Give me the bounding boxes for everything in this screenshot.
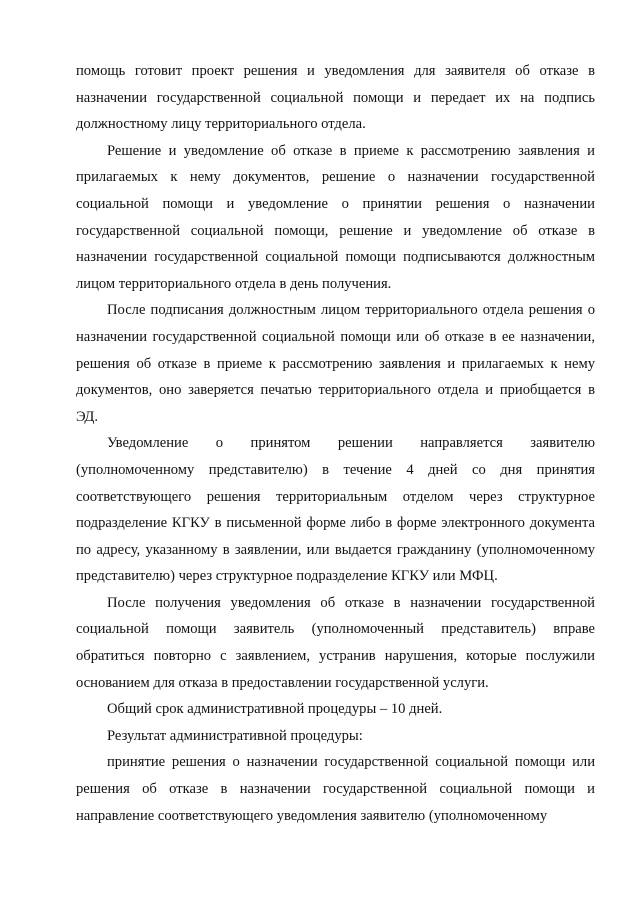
paragraph-6: Общий срок административной процедуры – 10 дней. <box>107 701 443 718</box>
document-body <box>76 58 595 829</box>
paragraph-7: Результат административной процедуры: <box>107 727 363 744</box>
paragraph-8: принятие решения о назначении государственной социальной помощи или решения об отказе в назначении государственной социальной помощи и направление соответствующего уведомления заявителю (уполномоченному <box>76 754 595 824</box>
paragraph-5: После получения уведомления об отказе в назначении государственной социальной помощи заявитель (уполномоченный представитель) вправе обратиться повторно с заявлением, устранив нарушения, которые послужили основанием для отказа в предоставлении государственной услуги. <box>76 594 595 691</box>
paragraph-2: Решение и уведомление об отказе в приеме к рассмотрению заявления и прилагаемых к нему документов, решение о назначении государственной социальной помощи и уведомление о принятии решения о назначении государственной социальной помощи, решение и уведомление об отказе в назначении государственной социальной помощи подписываются должностным лицом территориального отдела в день получения. <box>76 142 595 292</box>
paragraph-1: помощь готовит проект решения и уведомления для заявителя об отказе в назначении государственной социальной помощи и передает их на подпись должностному лицу территориального отдела. <box>76 63 595 133</box>
paragraph-4: Уведомление о принятом решении направляется заявителю (уполномоченному представителю) в течение 4 дней со дня принятия соответствующего решения территориальным отделом через структурное подразделение КГКУ в письменной форме либо в форме электронного документа по адресу, указанному в заявлении, или выдается гражданину (уполномоченному представителю) через структурное подразделение КГКУ или МФЦ. <box>76 435 595 585</box>
paragraph-3: После подписания должностным лицом территориального отдела решения о назначении государственной социальной помощи или об отказе в ее назначении, решения об отказе в приеме к рассмотрению заявления и прилагаемых к нему документов, оно заверяется печатью территориального отдела и приобщается в ЭД. <box>76 302 595 425</box>
